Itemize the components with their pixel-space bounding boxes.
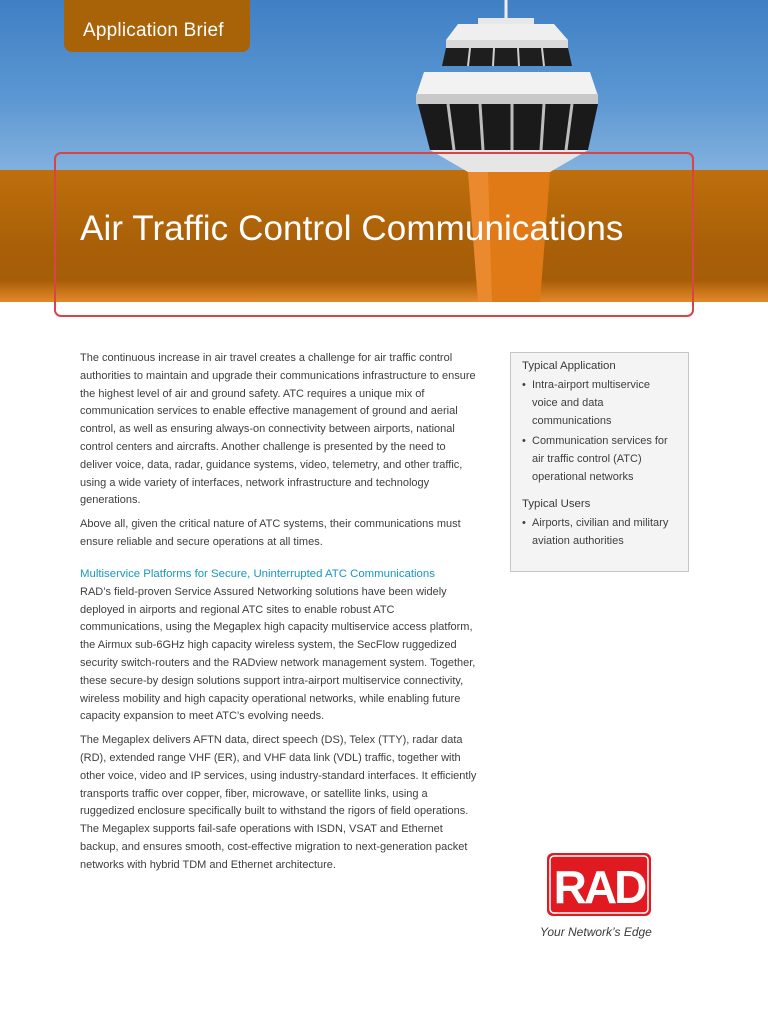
section-paragraph-2: The Megaplex delivers AFTN data, direct speech (DS), Telex (TTY), radar data (RD), extended range VHF (ER), and VHF data link (VDL) traffic, together with other voice, video and IP services, using industry-standard interfaces. It efficiently transports traffic over copper, fiber, microwave, or satellite links, using a ruggedized enclosure specifically built to withstand the rigors of field operations. The Megaplex supports fail-safe operations with ISDN, VSAT and Ethernet backup, and ensures smooth, cost-effective migration to next-generation packet networks with hybrid TDM and Ethernet architecture. — [80, 734, 477, 871]
application-brief-label: Application Brief — [83, 20, 224, 41]
application-brief-tab — [64, 0, 250, 52]
list-item — [522, 514, 678, 550]
typical-users-list — [522, 514, 678, 550]
list-item-text: Intra-airport multiservice voice and data communications — [532, 379, 650, 427]
list-item — [522, 376, 678, 430]
main-content — [80, 350, 480, 881]
logo-tagline: Your Network’s Edge — [540, 925, 652, 939]
intro-paragraph-2: Above all, given the critical nature of ATC systems, their communications must ensure reliable and secure operations at all times. — [80, 518, 461, 548]
list-item — [522, 432, 678, 486]
list-item-text: Communication services for air traffic control (ATC) operational networks — [532, 435, 668, 483]
rad-logo-mark — [547, 853, 651, 916]
bullet-icon: • — [522, 435, 526, 447]
list-item-text: Airports, civilian and military aviation authorities — [532, 517, 669, 547]
section-paragraph-1: RAD’s field-proven Service Assured Networking solutions have been widely deployed in airports and regional ATC sites to enable robust ATC communications, using the Megaplex high capacity multiservice access platform, the Airmux sub-6GHz high capacity wireless system, the SecFlow ruggedized security switch-routers and the RADview network management system. Together, these secure-by design solutions support intra-airport multiservice connectivity, wireless mobility and high capacity operational networks, while enabling future capacity expansion to meet ATC’s evolving needs. — [80, 585, 476, 723]
intro-paragraph-1: The continuous increase in air travel creates a challenge for air traffic control authorities to maintain and upgrade their communications infrastructure to ensure the highest level of air and ground safety. ATC requires a unique mix of communication services to enable effective management of ground and aerial control, as well as ensuring always-on connectivity between airports, national control centers and aircrafts. Another challenge is presented by the need to deliver voice, data, radar, guidance systems, video, telemetry, and other traffic, using a wide variety of interfaces, network infrastructure and technology generations. — [80, 352, 476, 507]
typical-application-heading: Typical Application — [522, 360, 616, 372]
typical-users-heading: Typical Users — [522, 498, 591, 510]
bullet-icon: • — [522, 379, 526, 391]
summary-sidebox — [510, 352, 689, 572]
rad-logo — [547, 853, 651, 916]
bullet-icon: • — [522, 517, 526, 529]
logo-text: RAD — [553, 861, 645, 913]
section-subheading: Multiservice Platforms for Secure, Uninterrupted ATC Communications — [80, 567, 435, 580]
typical-application-list — [522, 376, 678, 486]
page-title: Air Traffic Control Communications — [80, 209, 624, 248]
